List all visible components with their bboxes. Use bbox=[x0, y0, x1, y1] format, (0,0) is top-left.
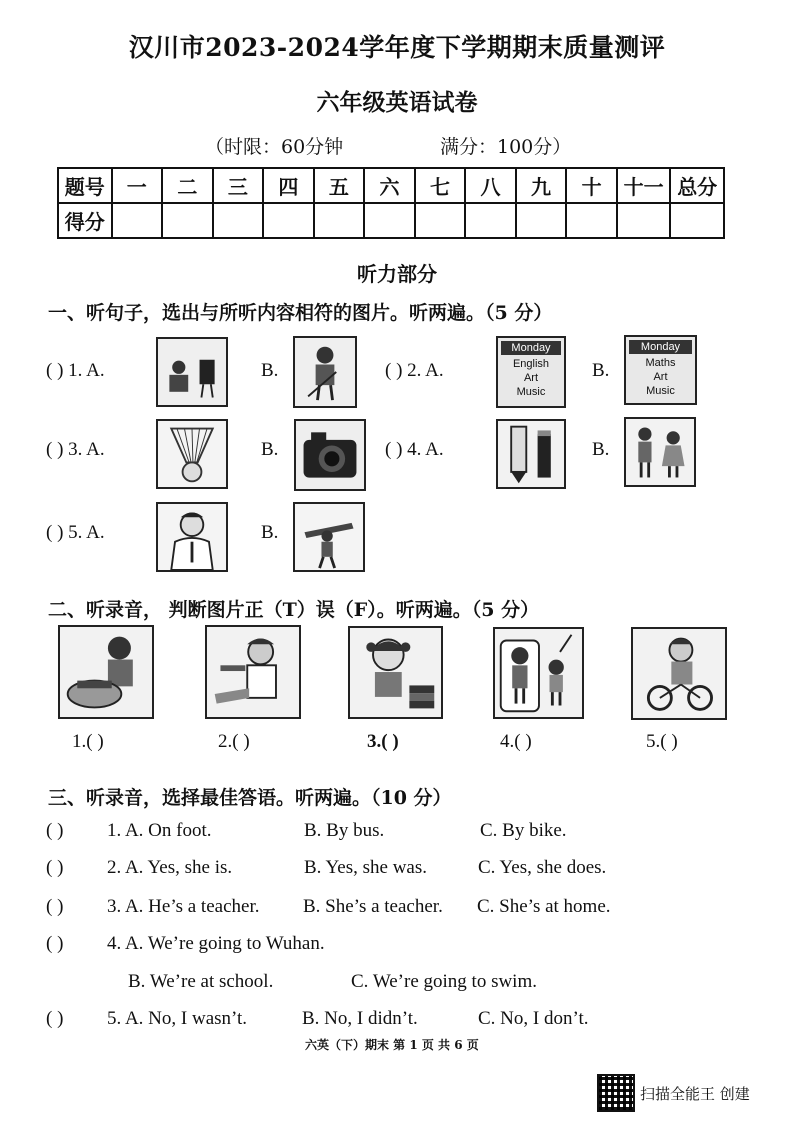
s1-q4-b-picture bbox=[624, 417, 696, 487]
s3-q1-option-b: B. By bus. bbox=[304, 820, 385, 841]
score-table-score-row bbox=[58, 203, 724, 238]
section3-title: 三、听录音，选择最佳答语。听两遍。（10 分） bbox=[48, 787, 452, 809]
score-blank bbox=[112, 203, 163, 238]
schedule-subject: English bbox=[512, 358, 550, 370]
s1-q5-label: ( ) 5. A. bbox=[46, 522, 105, 543]
s1-q4-a-picture bbox=[496, 419, 566, 489]
schedule-subject: Music bbox=[516, 386, 546, 398]
s3-q4-option-a: 4. A. We’re going to Wuhan. bbox=[107, 933, 325, 954]
s1-q3-a-picture bbox=[156, 419, 228, 489]
s2-answer-5[interactable]: 5.( ) bbox=[646, 731, 678, 752]
s3-q5-option-c: C. No, I don’t. bbox=[478, 1008, 589, 1029]
listening-part-heading: 听力部分 bbox=[357, 262, 437, 286]
score-blank bbox=[566, 203, 617, 238]
score-blank bbox=[465, 203, 516, 238]
s1-q2-a-schedule bbox=[496, 336, 566, 408]
s1-q4-b-label: B. bbox=[592, 439, 610, 460]
s3-q4-paren[interactable]: ( ) bbox=[46, 933, 64, 954]
s3-q2-paren[interactable]: ( ) bbox=[46, 857, 64, 878]
s2-answer-1[interactable]: 1.( ) bbox=[72, 731, 104, 752]
s3-q1-option-a: 1. A. On foot. bbox=[107, 820, 212, 841]
score-cell: 七 bbox=[415, 168, 466, 203]
s2-picture-3 bbox=[348, 626, 443, 719]
s3-q2-option-b: B. Yes, she was. bbox=[304, 857, 427, 878]
score-cell: 二 bbox=[162, 168, 213, 203]
s3-q2-option-a: 2. A. Yes, she is. bbox=[107, 857, 233, 878]
s3-q5-option-b: B. No, I didn’t. bbox=[302, 1008, 418, 1029]
schedule-day: Monday bbox=[629, 340, 692, 354]
score-cell: 三 bbox=[213, 168, 264, 203]
score-blank bbox=[162, 203, 213, 238]
score-blank bbox=[670, 203, 724, 238]
section2-title: 二、听录音， 判断图片正（T）误（F）。听两遍。（5 分） bbox=[48, 599, 540, 621]
score-cell: 题号 bbox=[58, 168, 112, 203]
s3-q2-option-c: C. Yes, she does. bbox=[478, 857, 607, 878]
scanner-watermark: 扫描全能王 创建 bbox=[640, 1085, 750, 1103]
section1-title: 一、听句子，选出与所听内容相符的图片。听两遍。（5 分） bbox=[48, 302, 553, 324]
score-cell: 总分 bbox=[670, 168, 724, 203]
s1-q3-label: ( ) 3. A. bbox=[46, 439, 105, 460]
score-blank bbox=[617, 203, 671, 238]
score-cell: 五 bbox=[314, 168, 365, 203]
score-cell: 九 bbox=[516, 168, 567, 203]
s2-picture-1 bbox=[58, 625, 154, 719]
s1-q5-b-picture bbox=[293, 502, 365, 572]
score-cell: 八 bbox=[465, 168, 516, 203]
s3-q3-option-b: B. She’s a teacher. bbox=[303, 896, 443, 917]
s1-q2-b-schedule bbox=[624, 335, 697, 405]
s3-q5-option-a: 5. A. No, I wasn’t. bbox=[107, 1008, 248, 1029]
qr-code-icon bbox=[597, 1074, 635, 1112]
s3-q3-paren[interactable]: ( ) bbox=[46, 896, 64, 917]
s1-q1-label: ( ) 1. A. bbox=[46, 360, 105, 381]
exam-subtitle: 六年级英语试卷 bbox=[316, 89, 478, 116]
s3-q3-option-a: 3. A. He’s a teacher. bbox=[107, 896, 260, 917]
s1-q3-b-picture bbox=[294, 419, 366, 491]
score-cell: 一 bbox=[112, 168, 163, 203]
s3-q4-option-b: B. We’re at school. bbox=[128, 971, 274, 992]
score-cell: 十一 bbox=[617, 168, 671, 203]
score-blank bbox=[516, 203, 567, 238]
s2-answer-3[interactable]: 3.( ) bbox=[367, 731, 399, 752]
score-cell: 四 bbox=[263, 168, 314, 203]
score-row-label: 得分 bbox=[58, 203, 112, 238]
s3-q1-option-c: C. By bike. bbox=[480, 820, 567, 841]
score-blank bbox=[314, 203, 365, 238]
schedule-day: Monday bbox=[501, 341, 561, 355]
schedule-subject: Maths bbox=[645, 357, 676, 369]
schedule-subject: Art bbox=[523, 372, 539, 384]
score-blank bbox=[415, 203, 466, 238]
score-cell: 六 bbox=[364, 168, 415, 203]
s1-q1-b-picture bbox=[293, 336, 357, 408]
score-blank bbox=[364, 203, 415, 238]
score-cell: 十 bbox=[566, 168, 617, 203]
schedule-subject: Art bbox=[653, 371, 668, 383]
s2-answer-4[interactable]: 4.( ) bbox=[500, 731, 532, 752]
s1-q5-a-picture bbox=[156, 502, 228, 572]
s1-q3-b-label: B. bbox=[261, 439, 279, 460]
s2-picture-5 bbox=[631, 627, 727, 720]
s2-picture-2 bbox=[205, 625, 301, 719]
time-limit: （时限：60分钟 bbox=[205, 136, 344, 158]
s1-q1-b-label: B. bbox=[261, 360, 279, 381]
s1-q4-label: ( ) 4. A. bbox=[385, 439, 444, 460]
score-table-header-row bbox=[58, 168, 724, 203]
score-blank bbox=[213, 203, 264, 238]
s2-answer-2[interactable]: 2.( ) bbox=[218, 731, 250, 752]
schedule-subject: Music bbox=[646, 385, 675, 397]
s1-q5-b-label: B. bbox=[261, 522, 279, 543]
s1-q2-b-label: B. bbox=[592, 360, 610, 381]
s2-picture-4 bbox=[493, 627, 584, 719]
score-table bbox=[57, 167, 725, 239]
s1-q1-a-picture bbox=[156, 337, 228, 407]
page-footer: 六英（下）期末 第 1 页 共 6 页 bbox=[305, 1038, 479, 1052]
s3-q3-option-c: C. She’s at home. bbox=[477, 896, 611, 917]
exam-title: 汉川市2023-2024学年度下学期期末质量测评 bbox=[128, 33, 666, 62]
full-score: 满分：100分） bbox=[440, 136, 572, 158]
s3-q4-option-c: C. We’re going to swim. bbox=[351, 971, 537, 992]
s3-q5-paren[interactable]: ( ) bbox=[46, 1008, 64, 1029]
score-blank bbox=[263, 203, 314, 238]
s1-q2-label: ( ) 2. A. bbox=[385, 360, 444, 381]
s3-q1-paren[interactable]: ( ) bbox=[46, 820, 64, 841]
